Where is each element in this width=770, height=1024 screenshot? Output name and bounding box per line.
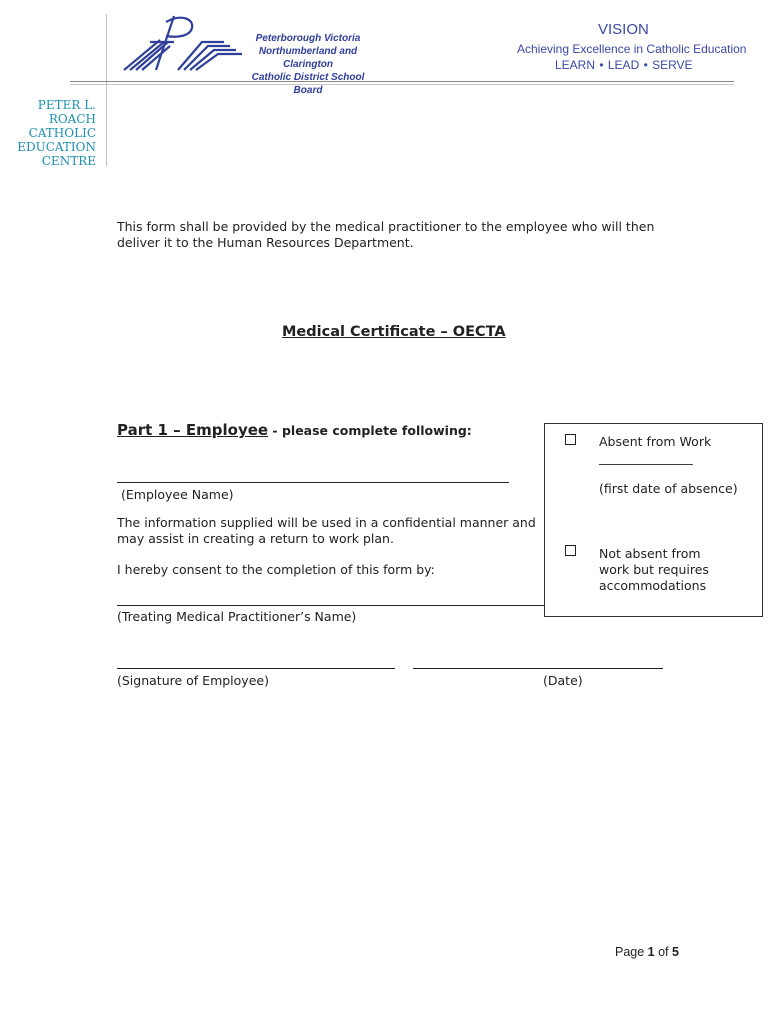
header-divider-secondary [70, 84, 734, 85]
absence-date-blank[interactable]: _______________ [599, 450, 693, 465]
part1-heading-main: Part 1 – Employee [117, 421, 269, 439]
not-absent-line: accommodations [599, 578, 707, 593]
board-name-line: Catholic District School Board [251, 72, 365, 96]
page-of: of [654, 945, 672, 959]
date-field[interactable] [413, 668, 663, 669]
school-board-name [238, 32, 378, 97]
not-absent-label [599, 546, 709, 594]
employee-name-caption: (Employee Name) [121, 487, 234, 502]
vision-title: VISION [598, 21, 649, 38]
education-centre-name [8, 98, 96, 168]
absent-from-work-checkbox[interactable] [565, 434, 576, 445]
form-title: Medical Certificate – OECTA [282, 324, 506, 340]
not-absent-line: Not absent from [599, 546, 701, 561]
practitioner-name-field[interactable] [117, 605, 545, 606]
consent-statement: I hereby consent to the completion of this form by: [117, 562, 435, 577]
vision-subtitle: Achieving Excellence in Catholic Education [517, 42, 747, 56]
intro-instructions [117, 219, 677, 251]
absent-from-work-label: Absent from Work [599, 434, 712, 449]
board-name-line: Peterborough Victoria [255, 33, 361, 44]
centre-name-line: CATHOLIC [28, 126, 96, 140]
page-current: 1 [647, 945, 655, 959]
vision-motto: LEARN • LEAD • SERVE [555, 58, 693, 72]
part1-heading [117, 421, 472, 439]
practitioner-name-caption: (Treating Medical Practitioner’s Name) [117, 609, 357, 624]
confidentiality-line: may assist in creating a return to work plan. [117, 531, 394, 546]
confidentiality-notice [117, 515, 545, 547]
part1-heading-suffix: - please complete following: [268, 423, 472, 438]
page-number [615, 945, 679, 959]
centre-name-line: PETER L. ROACH [37, 98, 96, 126]
centre-name-line: CENTRE [41, 154, 96, 168]
intro-line: deliver it to the Human Resources Department. [117, 235, 414, 250]
centre-name-line: EDUCATION [17, 140, 96, 154]
board-name-line: Northumberland and Clarington [258, 46, 358, 70]
first-date-of-absence-caption: (first date of absence) [599, 481, 738, 496]
signature-caption: (Signature of Employee) [117, 673, 269, 688]
date-caption: (Date) [543, 673, 583, 688]
not-absent-line: work but requires [599, 562, 709, 577]
not-absent-checkbox[interactable] [565, 545, 576, 556]
page-word: Page [615, 945, 648, 959]
header-divider-vertical [106, 14, 107, 166]
confidentiality-line: The information supplied will be used in a confidential manner and [117, 515, 536, 530]
employee-name-field[interactable] [117, 482, 509, 483]
intro-line: This form shall be provided by the medical practitioner to the employee who will then [117, 219, 655, 234]
school-board-logo [122, 12, 246, 74]
absence-status-box [544, 423, 763, 617]
header-divider [70, 81, 734, 82]
page-total: 5 [672, 945, 679, 959]
employee-signature-field[interactable] [117, 668, 395, 669]
